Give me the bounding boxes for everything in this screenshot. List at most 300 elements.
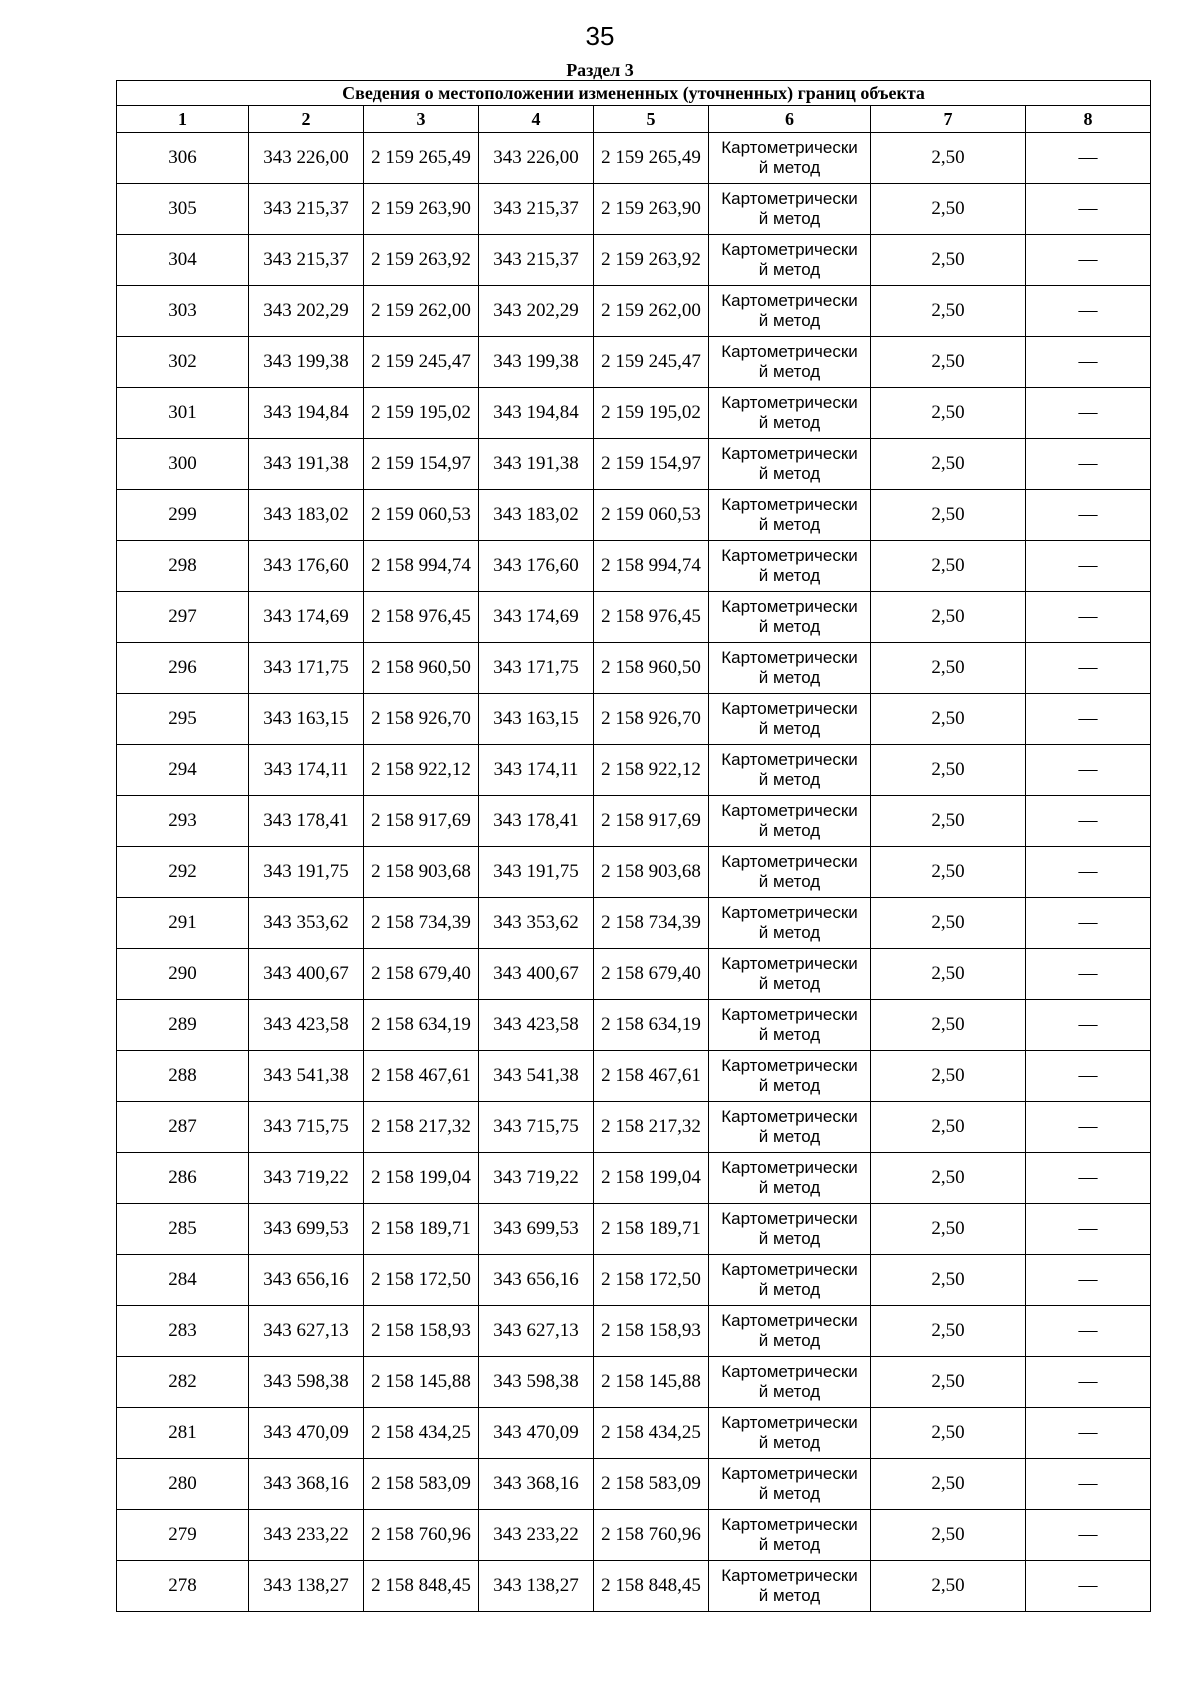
description-cell xyxy=(1026,388,1151,439)
method-text-line1: Картометрически xyxy=(721,648,858,667)
y-existing-cell: 2 159 245,47 xyxy=(364,337,479,388)
dash-mark: — xyxy=(1078,708,1098,729)
point-number-cell: 279 xyxy=(117,1510,249,1561)
accuracy-cell: 2,50 xyxy=(871,796,1026,847)
table-body xyxy=(117,133,1151,1612)
point-number-cell: 283 xyxy=(117,1306,249,1357)
x-new-cell: 343 174,69 xyxy=(479,592,594,643)
x-new-cell: 343 368,16 xyxy=(479,1459,594,1510)
y-new-cell: 2 158 922,12 xyxy=(594,745,709,796)
x-new-cell: 343 138,27 xyxy=(479,1561,594,1612)
method-text-line2: й метод xyxy=(758,311,821,330)
accuracy-cell: 2,50 xyxy=(871,1408,1026,1459)
y-existing-cell: 2 159 263,92 xyxy=(364,235,479,286)
description-cell xyxy=(1026,133,1151,184)
description-cell xyxy=(1026,949,1151,1000)
point-number-cell: 282 xyxy=(117,1357,249,1408)
accuracy-cell: 2,50 xyxy=(871,1000,1026,1051)
table-row xyxy=(117,1204,1151,1255)
page-number: 35 xyxy=(585,21,615,51)
column-number-row xyxy=(117,106,1151,133)
method-text-line2: й метод xyxy=(758,821,821,840)
x-existing-cell: 343 174,11 xyxy=(249,745,364,796)
y-existing-cell: 2 158 434,25 xyxy=(364,1408,479,1459)
point-number-cell: 288 xyxy=(117,1051,249,1102)
dash-mark: — xyxy=(1078,912,1098,933)
x-new-cell: 343 541,38 xyxy=(479,1051,594,1102)
y-existing-cell: 2 158 917,69 xyxy=(364,796,479,847)
dash-mark: — xyxy=(1078,759,1098,780)
table-row xyxy=(117,1561,1151,1612)
y-new-cell: 2 158 634,19 xyxy=(594,1000,709,1051)
accuracy-cell: 2,50 xyxy=(871,1051,1026,1102)
y-existing-cell: 2 158 976,45 xyxy=(364,592,479,643)
method-cell xyxy=(709,235,871,286)
accuracy-cell: 2,50 xyxy=(871,286,1026,337)
point-number-cell: 296 xyxy=(117,643,249,694)
y-existing-cell: 2 158 158,93 xyxy=(364,1306,479,1357)
column-number: 7 xyxy=(871,106,1026,133)
description-cell xyxy=(1026,847,1151,898)
y-new-cell: 2 158 976,45 xyxy=(594,592,709,643)
table-row xyxy=(117,1255,1151,1306)
y-existing-cell: 2 159 060,53 xyxy=(364,490,479,541)
point-number-cell: 306 xyxy=(117,133,249,184)
x-existing-cell: 343 470,09 xyxy=(249,1408,364,1459)
y-existing-cell: 2 159 262,00 xyxy=(364,286,479,337)
description-cell xyxy=(1026,694,1151,745)
x-existing-cell: 343 174,69 xyxy=(249,592,364,643)
description-cell xyxy=(1026,1561,1151,1612)
y-existing-cell: 2 158 172,50 xyxy=(364,1255,479,1306)
method-text-line1: Картометрически xyxy=(721,801,858,820)
point-number-cell: 290 xyxy=(117,949,249,1000)
x-new-cell: 343 215,37 xyxy=(479,184,594,235)
y-new-cell: 2 158 903,68 xyxy=(594,847,709,898)
point-number-cell: 281 xyxy=(117,1408,249,1459)
accuracy-cell: 2,50 xyxy=(871,1153,1026,1204)
method-cell xyxy=(709,592,871,643)
point-number-cell: 284 xyxy=(117,1255,249,1306)
column-number: 4 xyxy=(479,106,594,133)
description-cell xyxy=(1026,1459,1151,1510)
y-new-cell: 2 158 917,69 xyxy=(594,796,709,847)
x-existing-cell: 343 191,38 xyxy=(249,439,364,490)
accuracy-cell: 2,50 xyxy=(871,1510,1026,1561)
y-existing-cell: 2 158 634,19 xyxy=(364,1000,479,1051)
point-number-cell: 289 xyxy=(117,1000,249,1051)
x-existing-cell: 343 699,53 xyxy=(249,1204,364,1255)
method-text-line2: й метод xyxy=(758,566,821,585)
method-cell xyxy=(709,388,871,439)
accuracy-cell: 2,50 xyxy=(871,1561,1026,1612)
column-number: 5 xyxy=(594,106,709,133)
method-text-line1: Картометрически xyxy=(721,138,858,157)
table-row xyxy=(117,1357,1151,1408)
table-row xyxy=(117,1459,1151,1510)
method-text-line2: й метод xyxy=(758,413,821,432)
y-new-cell: 2 158 734,39 xyxy=(594,898,709,949)
method-text-line2: й метод xyxy=(758,1127,821,1146)
y-new-cell: 2 158 960,50 xyxy=(594,643,709,694)
method-cell xyxy=(709,1153,871,1204)
dash-mark: — xyxy=(1078,147,1098,168)
method-text-line1: Картометрически xyxy=(721,240,858,259)
y-new-cell: 2 158 199,04 xyxy=(594,1153,709,1204)
y-new-cell: 2 159 265,49 xyxy=(594,133,709,184)
column-number: 3 xyxy=(364,106,479,133)
point-number-cell: 291 xyxy=(117,898,249,949)
y-new-cell: 2 158 145,88 xyxy=(594,1357,709,1408)
dash-mark: — xyxy=(1078,810,1098,831)
x-new-cell: 343 400,67 xyxy=(479,949,594,1000)
accuracy-cell: 2,50 xyxy=(871,694,1026,745)
y-existing-cell: 2 159 263,90 xyxy=(364,184,479,235)
dash-mark: — xyxy=(1078,1014,1098,1035)
x-new-cell: 343 176,60 xyxy=(479,541,594,592)
method-text-line1: Картометрически xyxy=(721,1515,858,1534)
point-number-cell: 286 xyxy=(117,1153,249,1204)
method-text-line1: Картометрически xyxy=(721,1056,858,1075)
table-row xyxy=(117,439,1151,490)
x-existing-cell: 343 423,58 xyxy=(249,1000,364,1051)
y-existing-cell: 2 158 848,45 xyxy=(364,1561,479,1612)
y-existing-cell: 2 158 189,71 xyxy=(364,1204,479,1255)
y-new-cell: 2 158 467,61 xyxy=(594,1051,709,1102)
dash-mark: — xyxy=(1078,1422,1098,1443)
description-cell xyxy=(1026,1255,1151,1306)
y-existing-cell: 2 158 903,68 xyxy=(364,847,479,898)
description-cell xyxy=(1026,1153,1151,1204)
x-existing-cell: 343 719,22 xyxy=(249,1153,364,1204)
x-existing-cell: 343 541,38 xyxy=(249,1051,364,1102)
section-title: Раздел 3 xyxy=(566,60,634,80)
table-row xyxy=(117,1306,1151,1357)
point-number-cell: 293 xyxy=(117,796,249,847)
y-existing-cell: 2 158 994,74 xyxy=(364,541,479,592)
x-new-cell: 343 627,13 xyxy=(479,1306,594,1357)
y-new-cell: 2 158 994,74 xyxy=(594,541,709,592)
x-existing-cell: 343 715,75 xyxy=(249,1102,364,1153)
method-text-line2: й метод xyxy=(758,617,821,636)
accuracy-cell: 2,50 xyxy=(871,1459,1026,1510)
method-text-line1: Картометрически xyxy=(721,699,858,718)
method-cell xyxy=(709,1306,871,1357)
description-cell xyxy=(1026,745,1151,796)
accuracy-cell: 2,50 xyxy=(871,949,1026,1000)
table-caption-row xyxy=(117,81,1151,106)
x-existing-cell: 343 183,02 xyxy=(249,490,364,541)
dash-mark: — xyxy=(1078,1065,1098,1086)
method-cell xyxy=(709,490,871,541)
x-new-cell: 343 171,75 xyxy=(479,643,594,694)
method-text-line2: й метод xyxy=(758,1178,821,1197)
y-new-cell: 2 158 926,70 xyxy=(594,694,709,745)
column-number: 1 xyxy=(117,106,249,133)
y-existing-cell: 2 158 583,09 xyxy=(364,1459,479,1510)
method-cell xyxy=(709,1408,871,1459)
x-new-cell: 343 178,41 xyxy=(479,796,594,847)
method-text-line1: Картометрически xyxy=(721,189,858,208)
point-number-cell: 285 xyxy=(117,1204,249,1255)
method-text-line2: й метод xyxy=(758,1025,821,1044)
method-text-line1: Картометрически xyxy=(721,954,858,973)
accuracy-cell: 2,50 xyxy=(871,541,1026,592)
point-number-cell: 305 xyxy=(117,184,249,235)
table-row xyxy=(117,337,1151,388)
method-text-line2: й метод xyxy=(758,1535,821,1554)
y-existing-cell: 2 158 922,12 xyxy=(364,745,479,796)
accuracy-cell: 2,50 xyxy=(871,388,1026,439)
method-text-line1: Картометрически xyxy=(721,1413,858,1432)
y-existing-cell: 2 158 760,96 xyxy=(364,1510,479,1561)
accuracy-cell: 2,50 xyxy=(871,490,1026,541)
table-row xyxy=(117,1510,1151,1561)
x-new-cell: 343 226,00 xyxy=(479,133,594,184)
dash-mark: — xyxy=(1078,1269,1098,1290)
dash-mark: — xyxy=(1078,198,1098,219)
method-cell xyxy=(709,1255,871,1306)
x-existing-cell: 343 353,62 xyxy=(249,898,364,949)
description-cell xyxy=(1026,1000,1151,1051)
dash-mark: — xyxy=(1078,1524,1098,1545)
y-new-cell: 2 159 060,53 xyxy=(594,490,709,541)
y-new-cell: 2 158 158,93 xyxy=(594,1306,709,1357)
description-cell xyxy=(1026,1204,1151,1255)
y-new-cell: 2 159 154,97 xyxy=(594,439,709,490)
description-cell xyxy=(1026,1408,1151,1459)
method-text-line2: й метод xyxy=(758,158,821,177)
table-row xyxy=(117,184,1151,235)
method-text-line2: й метод xyxy=(758,1484,821,1503)
y-existing-cell: 2 158 199,04 xyxy=(364,1153,479,1204)
method-text-line2: й метод xyxy=(758,1076,821,1095)
method-text-line2: й метод xyxy=(758,719,821,738)
accuracy-cell: 2,50 xyxy=(871,847,1026,898)
x-new-cell: 343 215,37 xyxy=(479,235,594,286)
x-existing-cell: 343 138,27 xyxy=(249,1561,364,1612)
y-existing-cell: 2 159 195,02 xyxy=(364,388,479,439)
method-cell xyxy=(709,1000,871,1051)
x-new-cell: 343 199,38 xyxy=(479,337,594,388)
method-cell xyxy=(709,694,871,745)
column-number: 8 xyxy=(1026,106,1151,133)
method-text-line1: Картометрически xyxy=(721,1209,858,1228)
accuracy-cell: 2,50 xyxy=(871,1357,1026,1408)
method-text-line2: й метод xyxy=(758,362,821,381)
y-existing-cell: 2 159 154,97 xyxy=(364,439,479,490)
table-row xyxy=(117,1153,1151,1204)
accuracy-cell: 2,50 xyxy=(871,439,1026,490)
table-row xyxy=(117,796,1151,847)
accuracy-cell: 2,50 xyxy=(871,1306,1026,1357)
method-text-line2: й метод xyxy=(758,1331,821,1350)
point-number-cell: 298 xyxy=(117,541,249,592)
point-number-cell: 294 xyxy=(117,745,249,796)
dash-mark: — xyxy=(1078,351,1098,372)
y-new-cell: 2 158 760,96 xyxy=(594,1510,709,1561)
x-existing-cell: 343 199,38 xyxy=(249,337,364,388)
table-row xyxy=(117,898,1151,949)
x-existing-cell: 343 627,13 xyxy=(249,1306,364,1357)
point-number-cell: 301 xyxy=(117,388,249,439)
y-new-cell: 2 158 679,40 xyxy=(594,949,709,1000)
x-new-cell: 343 699,53 xyxy=(479,1204,594,1255)
method-text-line1: Картометрически xyxy=(721,1362,858,1381)
point-number-cell: 280 xyxy=(117,1459,249,1510)
method-text-line1: Картометрически xyxy=(721,597,858,616)
dash-mark: — xyxy=(1078,963,1098,984)
method-text-line2: й метод xyxy=(758,1280,821,1299)
x-existing-cell: 343 215,37 xyxy=(249,235,364,286)
method-cell xyxy=(709,337,871,388)
x-existing-cell: 343 178,41 xyxy=(249,796,364,847)
x-new-cell: 343 202,29 xyxy=(479,286,594,337)
accuracy-cell: 2,50 xyxy=(871,745,1026,796)
dash-mark: — xyxy=(1078,1371,1098,1392)
accuracy-cell: 2,50 xyxy=(871,184,1026,235)
dash-mark: — xyxy=(1078,453,1098,474)
method-text-line2: й метод xyxy=(758,1229,821,1248)
accuracy-cell: 2,50 xyxy=(871,643,1026,694)
table-caption: Сведения о местоположении измененных (уточненных) границ объекта xyxy=(117,81,1151,106)
y-existing-cell: 2 159 265,49 xyxy=(364,133,479,184)
method-text-line1: Картометрически xyxy=(721,852,858,871)
y-new-cell: 2 158 189,71 xyxy=(594,1204,709,1255)
method-text-line1: Картометрически xyxy=(721,1158,858,1177)
table-row xyxy=(117,490,1151,541)
table-row xyxy=(117,1051,1151,1102)
method-text-line2: й метод xyxy=(758,515,821,534)
accuracy-cell: 2,50 xyxy=(871,592,1026,643)
dash-mark: — xyxy=(1078,504,1098,525)
method-cell xyxy=(709,1102,871,1153)
point-number-cell: 304 xyxy=(117,235,249,286)
dash-mark: — xyxy=(1078,249,1098,270)
point-number-cell: 299 xyxy=(117,490,249,541)
y-new-cell: 2 159 195,02 xyxy=(594,388,709,439)
description-cell xyxy=(1026,235,1151,286)
table-row xyxy=(117,1000,1151,1051)
x-existing-cell: 343 226,00 xyxy=(249,133,364,184)
table-row xyxy=(117,133,1151,184)
x-new-cell: 343 719,22 xyxy=(479,1153,594,1204)
x-new-cell: 343 353,62 xyxy=(479,898,594,949)
method-cell xyxy=(709,949,871,1000)
x-new-cell: 343 715,75 xyxy=(479,1102,594,1153)
x-new-cell: 343 194,84 xyxy=(479,388,594,439)
table-row xyxy=(117,286,1151,337)
method-cell xyxy=(709,847,871,898)
method-text-line2: й метод xyxy=(758,872,821,891)
method-text-line2: й метод xyxy=(758,1433,821,1452)
description-cell xyxy=(1026,1510,1151,1561)
y-new-cell: 2 158 583,09 xyxy=(594,1459,709,1510)
accuracy-cell: 2,50 xyxy=(871,1204,1026,1255)
y-existing-cell: 2 158 960,50 xyxy=(364,643,479,694)
method-text-line1: Картометрически xyxy=(721,393,858,412)
dash-mark: — xyxy=(1078,1167,1098,1188)
x-existing-cell: 343 215,37 xyxy=(249,184,364,235)
column-number: 2 xyxy=(249,106,364,133)
description-cell xyxy=(1026,1357,1151,1408)
table-row xyxy=(117,1408,1151,1459)
description-cell xyxy=(1026,541,1151,592)
y-new-cell: 2 159 245,47 xyxy=(594,337,709,388)
x-existing-cell: 343 171,75 xyxy=(249,643,364,694)
x-new-cell: 343 470,09 xyxy=(479,1408,594,1459)
point-number-cell: 302 xyxy=(117,337,249,388)
table-row xyxy=(117,1102,1151,1153)
point-number-cell: 303 xyxy=(117,286,249,337)
method-cell xyxy=(709,745,871,796)
method-cell xyxy=(709,796,871,847)
description-cell xyxy=(1026,286,1151,337)
x-existing-cell: 343 233,22 xyxy=(249,1510,364,1561)
method-text-line2: й метод xyxy=(758,974,821,993)
method-text-line1: Картометрически xyxy=(721,1260,858,1279)
table-row xyxy=(117,694,1151,745)
dash-mark: — xyxy=(1078,1473,1098,1494)
method-text-line1: Картометрически xyxy=(721,546,858,565)
point-number-cell: 300 xyxy=(117,439,249,490)
method-text-line1: Картометрически xyxy=(721,495,858,514)
x-new-cell: 343 174,11 xyxy=(479,745,594,796)
description-cell xyxy=(1026,592,1151,643)
description-cell xyxy=(1026,490,1151,541)
x-new-cell: 343 191,38 xyxy=(479,439,594,490)
method-text-line1: Картометрически xyxy=(721,903,858,922)
y-existing-cell: 2 158 734,39 xyxy=(364,898,479,949)
x-existing-cell: 343 202,29 xyxy=(249,286,364,337)
x-existing-cell: 343 191,75 xyxy=(249,847,364,898)
method-cell xyxy=(709,898,871,949)
accuracy-cell: 2,50 xyxy=(871,1102,1026,1153)
method-text-line2: й метод xyxy=(758,464,821,483)
method-cell xyxy=(709,541,871,592)
accuracy-cell: 2,50 xyxy=(871,898,1026,949)
coordinates-table xyxy=(116,80,1151,1612)
accuracy-cell: 2,50 xyxy=(871,1255,1026,1306)
dash-mark: — xyxy=(1078,1575,1098,1596)
table-row xyxy=(117,745,1151,796)
table-row xyxy=(117,541,1151,592)
point-number-cell: 295 xyxy=(117,694,249,745)
method-text-line2: й метод xyxy=(758,209,821,228)
dash-mark: — xyxy=(1078,1320,1098,1341)
x-new-cell: 343 183,02 xyxy=(479,490,594,541)
dash-mark: — xyxy=(1078,1116,1098,1137)
x-existing-cell: 343 163,15 xyxy=(249,694,364,745)
method-text-line2: й метод xyxy=(758,668,821,687)
dash-mark: — xyxy=(1078,555,1098,576)
accuracy-cell: 2,50 xyxy=(871,337,1026,388)
description-cell xyxy=(1026,1051,1151,1102)
table-row xyxy=(117,847,1151,898)
description-cell xyxy=(1026,337,1151,388)
method-text-line2: й метод xyxy=(758,1382,821,1401)
accuracy-cell: 2,50 xyxy=(871,235,1026,286)
table-row xyxy=(117,949,1151,1000)
y-existing-cell: 2 158 926,70 xyxy=(364,694,479,745)
table-row xyxy=(117,235,1151,286)
method-text-line1: Картометрически xyxy=(721,1566,858,1585)
method-cell xyxy=(709,286,871,337)
column-number: 6 xyxy=(709,106,871,133)
table-row xyxy=(117,643,1151,694)
x-new-cell: 343 191,75 xyxy=(479,847,594,898)
method-cell xyxy=(709,1561,871,1612)
